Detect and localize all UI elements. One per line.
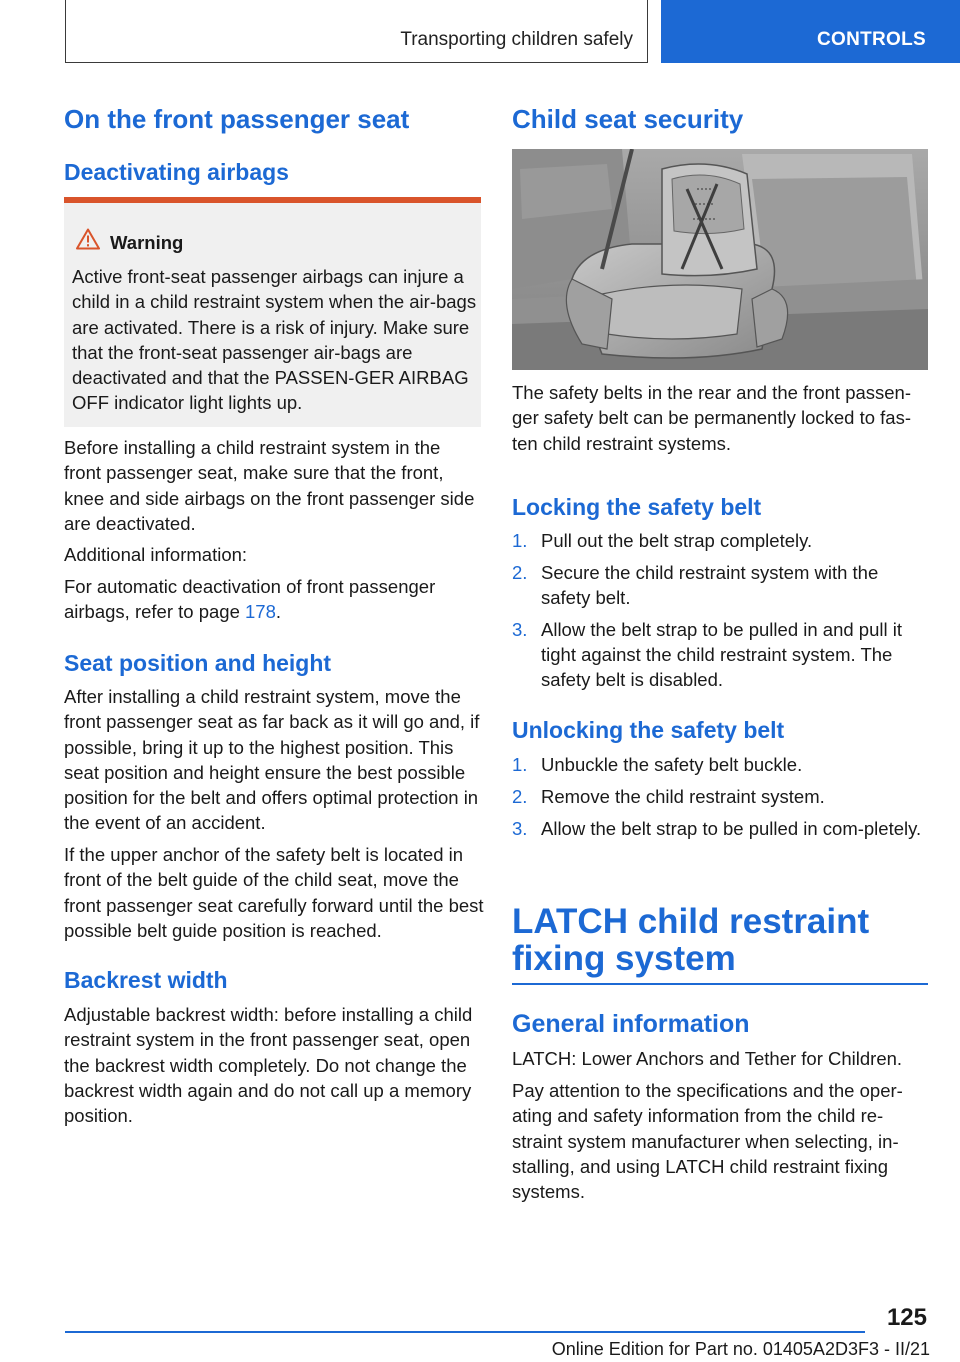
footer-divider bbox=[65, 1331, 865, 1333]
step-number: 3. bbox=[512, 618, 528, 640]
step-text: Unbuckle the safety belt buckle. bbox=[541, 754, 803, 775]
paragraph-additional-info: Additional information: bbox=[64, 544, 248, 565]
step-number: 2. bbox=[512, 785, 528, 807]
warning-triangle-icon bbox=[76, 228, 100, 250]
paragraph-child-seat-security: The safety belts in the rear and the front passen-ger safety belt can be permanently locked to fas-ten child restraint systems. bbox=[512, 382, 912, 454]
page-reference-link[interactable]: 178 bbox=[245, 601, 276, 623]
step-text: Pull out the belt strap completely. bbox=[541, 530, 813, 551]
paragraph-backrest-width: Adjustable backrest width: before installing a child restraint system in the front passenger seat, open the backrest width completely. Do not change the backrest width again and do not call up a memory position. bbox=[64, 1004, 473, 1127]
step-number: 1. bbox=[512, 754, 528, 775]
step-number: 3. bbox=[512, 817, 528, 839]
header-section-tab bbox=[65, 0, 648, 63]
heading-latch-system: LATCH child restraint fixing system bbox=[512, 902, 870, 978]
warning-title: Warning bbox=[110, 232, 184, 253]
header-chapter-label: CONTROLS bbox=[816, 29, 926, 50]
page-number: 125 bbox=[886, 1304, 927, 1331]
step-text: Allow the belt strap to be pulled in and pull it tight against the child restraint system. The safety belt is disabled. bbox=[541, 618, 902, 691]
warning-box bbox=[64, 197, 481, 427]
header-section-title: Transporting children safely bbox=[400, 29, 633, 50]
list-item bbox=[512, 560, 928, 611]
heading-backrest-width: Backrest width bbox=[64, 967, 228, 993]
paragraph-attention: Pay attention to the specifications and the oper-ating and safety information from the child re-straint system manufacturer when selecting, in-stalling, and using LATCH child restraint fixing systems. bbox=[512, 1080, 903, 1203]
paragraph-automatic-deactivation bbox=[64, 574, 481, 625]
step-text: Remove the child restraint system. bbox=[541, 785, 825, 807]
section-divider bbox=[512, 983, 928, 985]
warning-text: Active front-seat passenger airbags can injure a child in a child restraint system when the air-bags are activated. There is a risk of injury. Make sure that the front-seat passenger air-bags are deactivated and that the PASSEN-GER AIRBAG OFF indicator light lights up. bbox=[72, 266, 477, 414]
header-chapter-tab[interactable] bbox=[661, 0, 960, 63]
auto-deactivation-period: . bbox=[275, 601, 282, 623]
paragraph-upper-anchor: If the upper anchor of the safety belt is located in front of the belt guide of the child seat, move the front passenger seat carefully forward until the best possible belt guide position is reached. bbox=[64, 844, 484, 941]
heading-front-passenger-seat: On the front passenger seat bbox=[64, 104, 410, 134]
heading-unlocking-safety-belt: Unlocking the safety belt bbox=[512, 717, 785, 743]
heading-locking-safety-belt: Locking the safety belt bbox=[512, 494, 762, 520]
list-item bbox=[512, 784, 928, 809]
auto-deactivation-text: For automatic deactivation of front passenger airbags, refer to page bbox=[64, 576, 436, 623]
list-item bbox=[512, 816, 928, 841]
footer-edition: Online Edition for Part no. 01405A2D3F3 - II/21 bbox=[551, 1339, 930, 1359]
unlocking-steps-list bbox=[512, 752, 928, 847]
locking-steps-list bbox=[512, 528, 928, 699]
heading-seat-position: Seat position and height bbox=[64, 650, 332, 676]
child-seat-photo bbox=[512, 149, 928, 370]
heading-deactivating-airbags: Deactivating airbags bbox=[64, 159, 289, 185]
heading-child-seat-security: Child seat security bbox=[512, 104, 744, 134]
step-text: Secure the child restraint system with the safety belt. bbox=[541, 561, 879, 609]
paragraph-latch-definition: LATCH: Lower Anchors and Tether for Children. bbox=[512, 1048, 903, 1069]
step-text: Allow the belt strap to be pulled in com-pletely. bbox=[541, 817, 922, 839]
step-number: 2. bbox=[512, 561, 528, 583]
step-number: 1. bbox=[512, 530, 528, 551]
list-item bbox=[512, 752, 928, 777]
heading-general-information: General information bbox=[512, 1010, 750, 1038]
paragraph-before-installing: Before installing a child restraint system in the front passenger seat, make sure that the front, knee and side airbags on the front passenger side are deactivated. bbox=[64, 437, 475, 534]
list-item bbox=[512, 528, 928, 553]
list-item bbox=[512, 617, 928, 693]
paragraph-seat-position: After installing a child restraint system, move the front passenger seat as far back as it will go and, if possible, bring it up to the highest position. This seat position and height ensure the best possible position for the belt and offers optimal protection in the event of an accident. bbox=[64, 686, 480, 834]
